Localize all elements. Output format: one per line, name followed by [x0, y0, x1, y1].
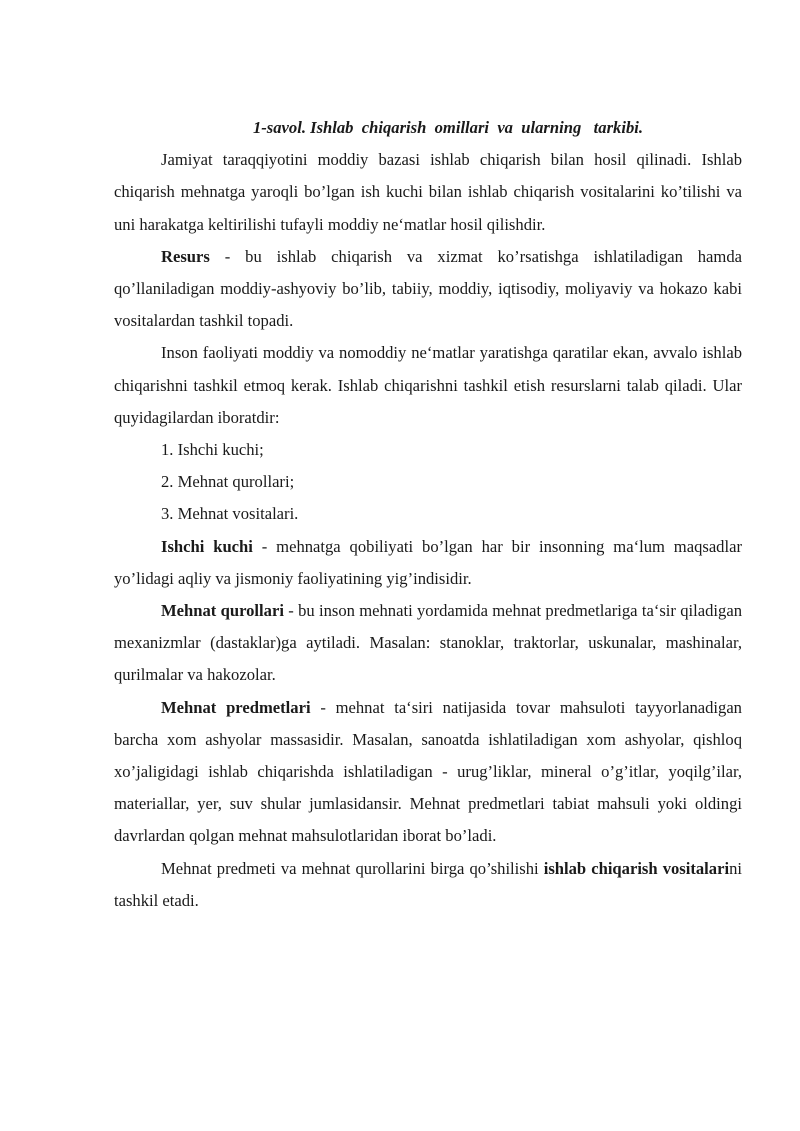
definition-mehnat-predmetlari: - mehnat ta‘siri natijasida tovar mahsuloti tayyorlanadigan barcha xom ashyolar massasidir. Masalan, sanoatda ishlatiladigan xom ashyolar, qishloq xo’jaligidagi ishlab chiqarishda ishlatiladigan - urug’liklar, mineral o’g’itlar, yoqilg’ilar, materiallar, yer, suv shular jumlasidansir. Mehnat predmetlari tabiat mahsuli yoki oldingi davrlardan qolgan mehnat mahsulotlaridan iborat bo’ladi.	[114, 697, 742, 846]
section-title: 1-savol. Ishlab chiqarish omillari va ularning tarkibi.	[252, 118, 644, 137]
term-resurs: Resurs	[161, 246, 210, 266]
paragraph-mehnat-qurollari	[114, 595, 742, 692]
list-item: 3. Mehnat vositalari.	[161, 504, 299, 524]
list-item: 2. Mehnat qurollari;	[161, 472, 295, 492]
paragraph-vositalar	[114, 853, 742, 917]
vositalar-text-before: Mehnat predmeti va mehnat qurollarini birga qo’shilishi	[161, 858, 544, 878]
vositalar-text-after: ni tashkil etadi.	[114, 858, 742, 910]
term-mehnat-predmetlari: Mehnat predmetlari	[161, 697, 311, 717]
definition-ishchi-kuchi: - mehnatga qobiliyati bo’lgan har bir insonning ma‘lum maqsadlar yo’lidagi aqliy va jismoniy faoliyatining yig’indisidir.	[114, 536, 742, 588]
list-item: 1. Ishchi kuchi;	[161, 440, 264, 460]
paragraph-ishchi-kuchi	[114, 531, 742, 595]
paragraph-intro: Jamiyat taraqqiyotini moddiy bazasi ishlab chiqarish bilan hosil qilinadi. Ishlab chiqarish mehnatga yaroqli bo’lgan ish kuchi bilan ishlab chiqarish vositalarini ko’tilishi va uni harakatga keltirilishi tufayli moddiy ne‘matlar hosil qilishdir.	[114, 150, 742, 234]
paragraph-mehnat-predmetlari	[114, 692, 742, 853]
term-ishchi-kuchi: Ishchi kuchi	[161, 536, 253, 556]
definition-resurs: - bu ishlab chiqarish va xizmat ko’rsatishga ishlatiladigan hamda qo’llaniladigan moddiy-ashyoviy bo’lib, tabiiy, moddiy, iqtisodiy, moliyaviy va hokazo kabi vositalardan tashkil topadi.	[114, 246, 742, 331]
paragraph-resources: Inson faoliyati moddiy va nomoddiy ne‘matlar yaratishga qaratilar ekan, avvalo ishlab chiqarishni tashkil etmoq kerak. Ishlab chiqarishni tashkil etish resurslarni talab qiladi. Ular quyidagilardan iboratdir:	[114, 343, 742, 427]
term-ishlab-chiqarish-vositalari: ishlab chiqarish vositalari	[543, 858, 730, 878]
document-page	[114, 112, 742, 917]
term-mehnat-qurollari: Mehnat qurollari	[161, 601, 284, 621]
paragraph-resurs	[114, 241, 742, 338]
definition-mehnat-qurollari: - bu inson mehnati yordamida mehnat predmetlariga ta‘sir qiladigan mexanizmlar (dastaklar)ga aytiladi. Masalan: stanoklar, traktorlar, uskunalar, mashinalar, qurilmalar va hakozolar.	[114, 601, 742, 685]
